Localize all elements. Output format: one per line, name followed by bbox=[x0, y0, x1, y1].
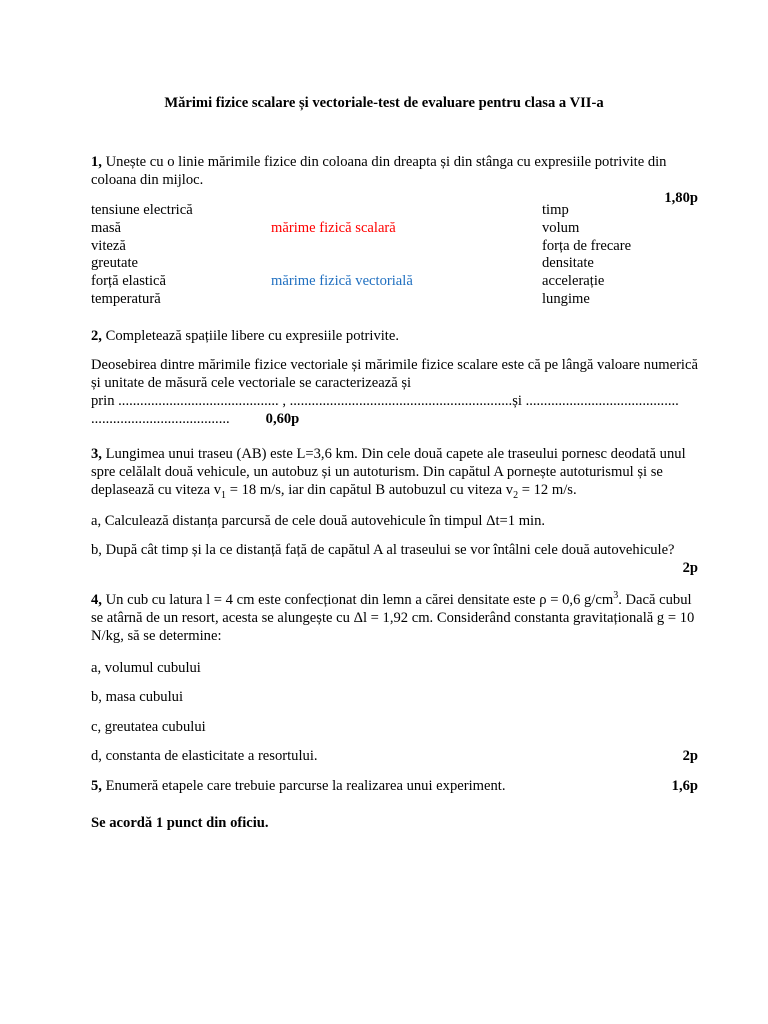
question-2-body bbox=[91, 356, 698, 428]
footer-note: Se acordă 1 punct din oficiu. bbox=[91, 815, 269, 831]
question-3-text: 3, Lungimea unui traseu (AB) este L=3,6 km. Din cele două capete ale traseului pornesc deodată unul spre celălalt două vehicule, un autobuz și un autoturism. Din capătul A pornește autoturismul și se deplasează cu viteza $v_1 = 18$ m/s, iar din capătul B autobuzul cu viteza $v_2 = 12$ m/s. bbox=[91, 446, 686, 501]
question-1-points: 1,80p bbox=[664, 190, 698, 206]
left-column bbox=[91, 201, 193, 308]
question-3-a: a, Calculează distanța parcursă de cele două autovehicule în timpul Δt=1 min. bbox=[91, 513, 546, 529]
question-4 bbox=[91, 591, 698, 645]
question-5-points: 1,6p bbox=[671, 778, 698, 794]
matching-columns bbox=[91, 201, 698, 311]
list-item: lungime bbox=[542, 290, 590, 307]
list-item: accelerație bbox=[542, 273, 605, 290]
question-3 bbox=[91, 445, 698, 499]
question-4-c: c, greutatea cubului bbox=[91, 719, 206, 735]
list-item: densitate bbox=[542, 255, 594, 272]
list-item: timp bbox=[542, 202, 569, 218]
question-4-text: 4, Un cub cu latura l = 4 cm este confecționat din lemn a cărei densitate este ρ = 0,6 $g/cm^3$. Dacă cubul se atârnă de un resort, acesta se alungește cu Δl = 1,92 cm. Considerând constanta gravitațională g = 10 N/kg, să se determine: bbox=[91, 590, 695, 644]
list-item: viteză bbox=[91, 237, 126, 254]
question-5 bbox=[91, 777, 698, 795]
question-3-points: 2p bbox=[682, 560, 698, 576]
list-item: masă bbox=[91, 219, 121, 236]
question-2-paragraph: Deosebirea dintre mărimile fizice vectoriale și mărimile fizice scalare este că pe lângă valoare numerică și unitate de măsură cele vectoriale se caracterizează și bbox=[91, 357, 698, 391]
question-4-a: a, volumul cubului bbox=[91, 660, 201, 676]
fill-in-line-end: ...................................... 0,60p bbox=[91, 411, 300, 427]
question-5-text: 5, Enumeră etapele care trebuie parcurse la realizarea unui experiment. bbox=[91, 778, 506, 794]
fill-in-line: prin ............................................ , .............................................................și .......................................... bbox=[91, 393, 679, 409]
list-item: tensiune electrică bbox=[91, 202, 193, 218]
question-2-text: 2, Completează spațiile libere cu expresiile potrivite. bbox=[91, 328, 399, 344]
question-3-b: b, După cât timp și la ce distanță față de capătul A al traseului se vor întâlni cele două autovehicule? 2p bbox=[91, 542, 698, 576]
question-1-text: 1, Unește cu o linie mărimile fizice din coloana din dreapta și din stânga cu expresiile potrivite din coloana din mijloc. bbox=[91, 154, 667, 188]
right-column bbox=[542, 201, 631, 308]
vector-label: mărime fizică vectorială bbox=[271, 273, 413, 290]
list-item: forță elastică bbox=[91, 273, 166, 290]
question-4-points: 2p bbox=[682, 748, 698, 764]
page-title: Mărimi fizice scalare și vectoriale-test de evaluare pentru clasa a VII-a bbox=[164, 95, 604, 111]
question-4-d: d, constanta de elasticitate a resortului. 2p bbox=[91, 748, 698, 764]
list-item: temperatură bbox=[91, 290, 161, 307]
question-2-points: 0,60p bbox=[265, 411, 300, 427]
middle-column bbox=[271, 201, 413, 290]
list-item: forța de frecare bbox=[542, 237, 632, 254]
question-2 bbox=[91, 327, 698, 345]
question-1 bbox=[91, 153, 698, 207]
list-item: greutate bbox=[91, 255, 138, 272]
scalar-label: mărime fizică scalară bbox=[271, 219, 396, 236]
list-item: volum bbox=[542, 219, 580, 236]
question-4-b: b, masa cubului bbox=[91, 689, 184, 705]
